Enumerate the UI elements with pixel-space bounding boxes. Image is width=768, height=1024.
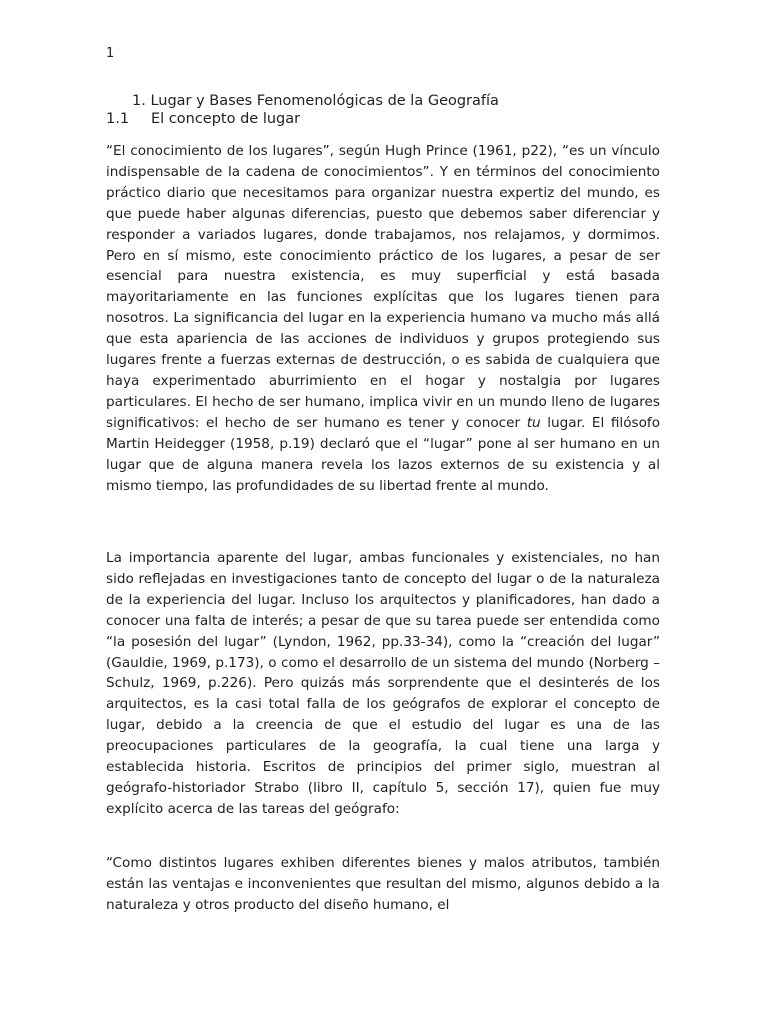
paragraph-1 [106,141,660,496]
section-title: El concepto de lugar [151,111,301,127]
paragraph-2: La importancia aparente del lugar, ambas funcionales y existenciales, no han sido reflejadas en investigaciones tanto de concepto del lugar o de la naturaleza de la experiencia del lugar. Incluso los arquitectos y planificadores, han dado a conocer una falta de interés; a pesar de que su tarea puede ser entendida como “la posesión del lugar” (Lyndon, 1962, pp.33-34), como la “creación del lugar” (Gauldie, 1969, p.173), o como el desarrollo de un sistema del mundo (Norberg – Schulz, 1969, p.226). Pero quizás más sorprendente que el desinterés de los arquitectos, es la casi total falla de los geógrafos de explorar el concepto de lugar, debido a la creencia de que el estudio del lugar es una de las preocupaciones particulares de la geografía, la cual tiene una larga y establecida historia. Escritos de principios del primer siglo, muestran al geógrafo-historiador Strabo (libro II, capítulo 5, sección 17), quien fue muy explícito acerca de las tareas del geógrafo: [106,550,660,817]
paragraph-1-emphasis: tu [526,414,541,431]
chapter-heading: 1. Lugar y Bases Fenomenológicas de la Geografía [132,93,499,109]
paragraph-1-text-a: “El conocimiento de los lugares”, según Hugh Prince (1961, p22), “es un vínculo indispensable de la cadena de conocimientos”. Y en términos del conocimiento práctico diario que necesitamos para organizar nuestra expertiz del mundo, es que puede haber algunas diferencias, puesto que debemos saber diferenciar y responder a variados lugares, donde trabajamos, nos relajamos, y dormimos. Pero en sí mismo, este conocimiento práctico de los lugares, a pesar de ser esencial para nuestra existencia, es muy superficial y está basada mayoritariamente en las funciones explícitas que los lugares tienen para nosotros. La significancia del lugar en la experiencia humano va mucho más allá que esta apariencia de las acciones de individuos y grupos protegiendo sus lugares frente a fuerzas externas de destrucción, o es sabida de cualquiera que haya experimentado aburrimiento en el hogar y nostalgia por lugares particulares. El hecho de ser humano, implica vivir en un mundo lleno de lugares significativos: el hecho de ser humano es tener y conocer [106,143,660,431]
section-number: 1.1 [106,111,130,127]
page-number: 1 [106,46,115,61]
paragraph-1-text-b: lugar. El filósofo Martin Heidegger (1958, p.19) declaró que el “lugar” pone al ser humano en un lugar que de alguna manera revela los lazos externos de su existencia y al mismo tiempo, las profundidades de su libertad frente al mundo. [106,414,661,494]
section-heading [106,109,300,129]
paragraph-3: “Como distintos lugares exhiben diferentes bienes y malos atributos, también están las ventajas e inconvenientes que resultan del mismo, algunos debido a la naturaleza y otros producto del diseño humano, el [106,855,660,913]
